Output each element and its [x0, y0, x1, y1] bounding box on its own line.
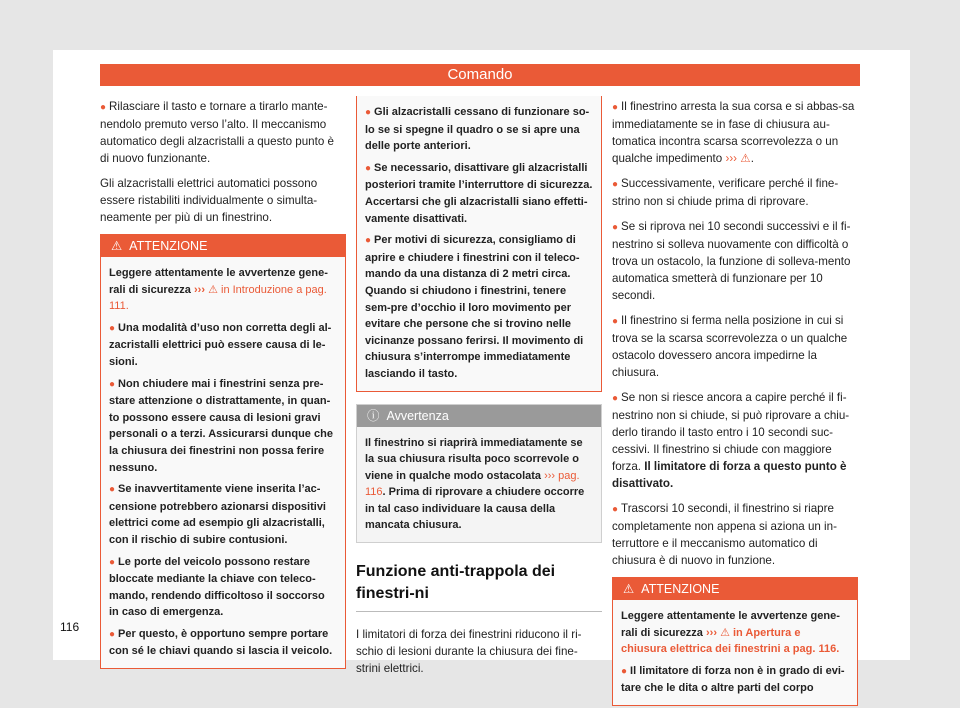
warning-intro: Leggere attentamente le avvertenze gene-rali di sicurezza ››› ⚠ in Apertura e chiusura elettrica dei finestrini a pag. 116.: [621, 610, 840, 656]
bullet-icon: ●: [109, 378, 116, 390]
bullet-icon: ●: [612, 222, 619, 233]
warning-item: ● Per questo, è opportuno sempre portare con sé le chiavi quando si lascia il veicolo.: [109, 627, 333, 658]
warning-box: [100, 234, 346, 669]
warning-triangle-icon: ⚠: [740, 152, 751, 165]
bullet-icon: ●: [612, 504, 619, 515]
bullet-icon: ●: [109, 628, 116, 640]
bullet-icon: ●: [612, 179, 619, 190]
warning-header: ⚠ ATTENZIONE: [101, 235, 345, 257]
section-title: Funzione anti-trappola dei finestri-ni: [356, 561, 602, 612]
note-header: ⓘ Avvertenza: [357, 405, 601, 427]
warning-triangle-icon: ⚠: [208, 283, 218, 296]
list-item: ● Il finestrino si ferma nella posizione in cui si trova se la scarsa scorrevolezza o un qualche ostacolo dovessero ancora impedirne la chiusura.: [612, 314, 848, 379]
bullet-icon: ●: [612, 102, 619, 113]
note-box: [356, 404, 602, 544]
warning-item: ● Una modalità d’uso non corretta degli al-zacristalli elettrici può essere causa di le-sioni.: [109, 321, 332, 368]
bullet-icon: ●: [109, 484, 116, 496]
warning-body: [357, 96, 601, 391]
bullet-icon: ●: [109, 322, 116, 334]
info-icon: ⓘ: [367, 408, 380, 423]
reference-arrows[interactable]: ›››: [194, 283, 205, 296]
list-item: ● Se non si riesce ancora a capire perché il fi-nestrino non si chiude, si può riprovare a chiu-derlo tirando il tasto entro i 10 secondi suc-cessivi. Il finestrino si chiude con maggiore forza. Il limitatore di forza a questo punto è disattivato.: [612, 391, 850, 490]
reference-arrows[interactable]: ›››: [725, 152, 738, 165]
cross-reference-link[interactable]: in Apertura e chiusura elettrica dei finestrini a pag. 116.: [621, 626, 840, 656]
warning-triangle-icon: ⚠: [720, 626, 730, 639]
warning-box: [612, 577, 858, 706]
warning-item: ● Per motivi di sicurezza, consigliamo di aprire e chiudere i finestrini con il teleco-mando da una distanza di 2 metri circa. Quando si chiudono i finestrini, tenere sem-pre d’occhio il loro movimento per evitare che persone che si trovino nelle vicinanze possano ferirsi. Il movimento di chiusura s’interrompe immediatamente lasciando il tasto.: [365, 234, 584, 380]
cross-reference-link[interactable]: in Introduzione a pag. 111.: [109, 283, 327, 313]
column-2: [356, 96, 602, 685]
warning-header: ⚠ ATTENZIONE: [613, 578, 857, 600]
warning-box-continued: [356, 96, 602, 392]
reference-arrows[interactable]: ›››: [706, 626, 717, 639]
bullet-icon: ●: [621, 665, 628, 677]
warning-body: [613, 600, 857, 705]
bullet-icon: ●: [365, 107, 372, 118]
warning-item: ● Se necessario, disattivare gli alzacristalli posteriori tramite l’interruttore di sicurezza. Accertarsi che gli alzacristalli siano effetti-vamente disattivati.: [365, 161, 593, 225]
bullet-icon: ●: [365, 162, 372, 174]
bullet-icon: ●: [109, 556, 116, 568]
page-header: Comando: [100, 64, 860, 86]
warning-item: ● Se inavvertitamente viene inserita l’ac-censione potrebbero azionarsi dispositivi elettrici come ad esempio gli alzacristalli, con il rischio di subire contusioni.: [109, 483, 326, 546]
warning-triangle-icon: ⚠: [111, 239, 123, 253]
warning-item: ● Il limitatore di forza non è in grado di evi-tare che le dita o altre parti del corpo: [621, 664, 845, 695]
warning-body: [101, 257, 345, 668]
paragraph: ● Rilasciare il tasto e tornare a tirarlo mante-nendolo premuto verso l’alto. Il meccanismo automatico degli alzacristalli a questo punto è di nuovo funzionante.: [100, 100, 334, 165]
warning-intro: Leggere attentamente le avvertenze gene-rali di sicurezza ››› ⚠ in Introduzione a pag. 111.: [109, 267, 328, 313]
warning-item: ● Le porte del veicolo possono restare bloccate mediante la chiave con teleco-mando, rendendo difficoltoso il soccorso in caso di emergenza.: [109, 555, 325, 619]
page-number: 116: [60, 620, 80, 634]
warning-triangle-icon: ⚠: [623, 582, 635, 596]
cross-reference-link[interactable]: ››› pag. 116: [365, 469, 580, 499]
bullet-icon: ●: [100, 102, 107, 113]
bullet-icon: ●: [365, 235, 372, 247]
bullet-icon: ●: [612, 316, 619, 327]
paragraph: Gli alzacristalli elettrici automatici possono essere ristabiliti individualmente o simulta-neamente per più di un finestrino.: [100, 177, 318, 224]
list-item: ● Successivamente, verificare perché il fine-strino non si chiude prima di riprovare.: [612, 177, 839, 208]
column-3: [612, 98, 858, 706]
list-item: ● Trascorsi 10 secondi, il finestrino si riapre completamente non appena si aziona un in-terruttore e il meccanismo automatico di chiusura è di nuovo in funzione.: [612, 502, 837, 567]
list-item: ● Il finestrino arresta la sua corsa e si abbas-sa immediatamente se in fase di chiusura au-tomatica incontra scarsa scorrevolezza o un qualche impedimento ››› ⚠.: [612, 100, 855, 165]
warning-item: ● Non chiudere mai i finestrini senza pre-stare attenzione o distrattamente, in quan-to possono essere causa di lesioni gravi personali o a terzi. Assicurarsi dunque che la chiusura dei finestrini non possa ferire nessuno.: [109, 377, 333, 474]
paragraph: I limitatori di forza dei finestrini riducono il ri-schio di lesioni durante la chiusura dei fine-strini elettrici.: [356, 628, 582, 676]
note-body: Il finestrino si riaprirà immediatamente se la sua chiusura risulta poco scorrevole o viene in qualche modo ostacolata ››› pag. 116. Prima di riprovare a chiudere occorre in tal caso individuare la causa della mancata chiusura.: [365, 436, 585, 532]
column-1: [100, 98, 346, 669]
warning-item: ● Gli alzacristalli cessano di funzionare so-lo se si spegne il quadro o se si apre una delle porte anteriori.: [365, 106, 590, 153]
list-item: ● Se si riprova nei 10 secondi successivi e il fi-nestrino si solleva nuovamente con difficoltà o trova un ostacolo, la funzione di solleva-mento automatica smetterà di funzionare per 10 secondi.: [612, 220, 851, 302]
bullet-icon: ●: [612, 393, 619, 404]
